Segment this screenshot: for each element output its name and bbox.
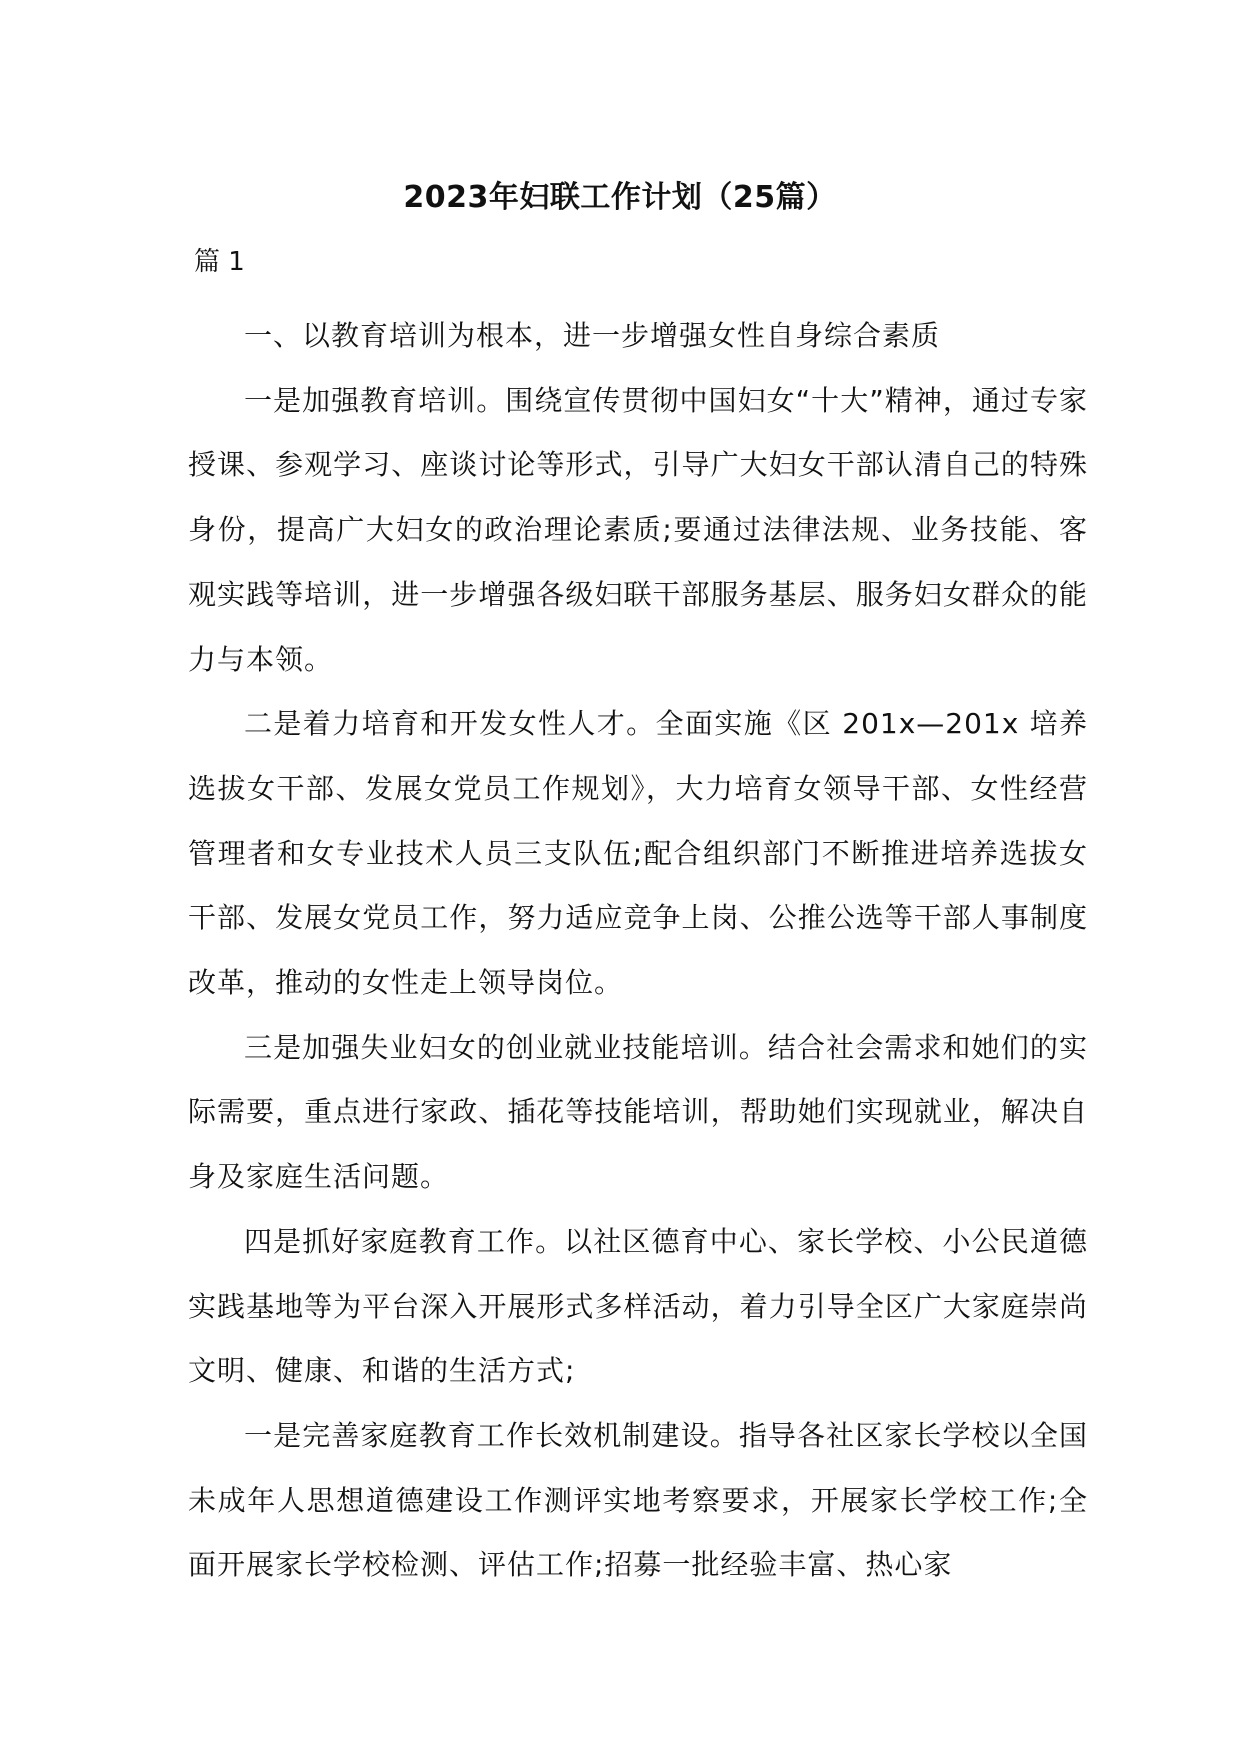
paragraph: 四是抓好家庭教育工作。以社区德育中心、家长学校、小公民道德实践基地等为平台深入开展形式多样活动，着力引导全区广大家庭崇尚文明、健康、和谐的生活方式; xyxy=(188,1224,1088,1388)
document-title: 2023年妇联工作计划（25篇） xyxy=(403,180,837,215)
document-body xyxy=(188,304,1088,1598)
section-label: 篇 1 xyxy=(194,247,245,277)
paragraph: 一是完善家庭教育工作长效机制建设。指导各社区家长学校以全国未成年人思想道德建设工作测评实地考察要求，开展家长学校工作;全面开展家长学校检测、评估工作;招募一批经验丰富、热心家 xyxy=(188,1418,1088,1582)
paragraph: 二是着力培育和开发女性人才。全面实施《区 201x—201x 培养选拔女干部、发展女党员工作规划》，大力培育女领导干部、女性经营管理者和女专业技术人员三支队伍;配合组织部门不断推进培养选拔女干部、发展女党员工作，努力适应竞争上岗、公推公选等干部人事制度改革，推动的女性走上领导岗位。 xyxy=(188,707,1088,1000)
paragraph: 三是加强失业妇女的创业就业技能培训。结合社会需求和她们的实际需要，重点进行家政、插花等技能培训，帮助她们实现就业，解决自身及家庭生活问题。 xyxy=(188,1030,1088,1194)
paragraph: 一是加强教育培训。围绕宣传贯彻中国妇女“十大”精神，通过专家授课、参观学习、座谈讨论等形式，引导广大妇女干部认清自己的特殊身份，提高广大妇女的政治理论素质;要通过法律法规、业务技能、客观实践等培训，进一步增强各级妇联干部服务基层、服务妇女群众的能力与本领。 xyxy=(188,383,1088,676)
paragraph-heading-1: 一、以教育培训为根本，进一步增强女性自身综合素质 xyxy=(244,319,941,352)
